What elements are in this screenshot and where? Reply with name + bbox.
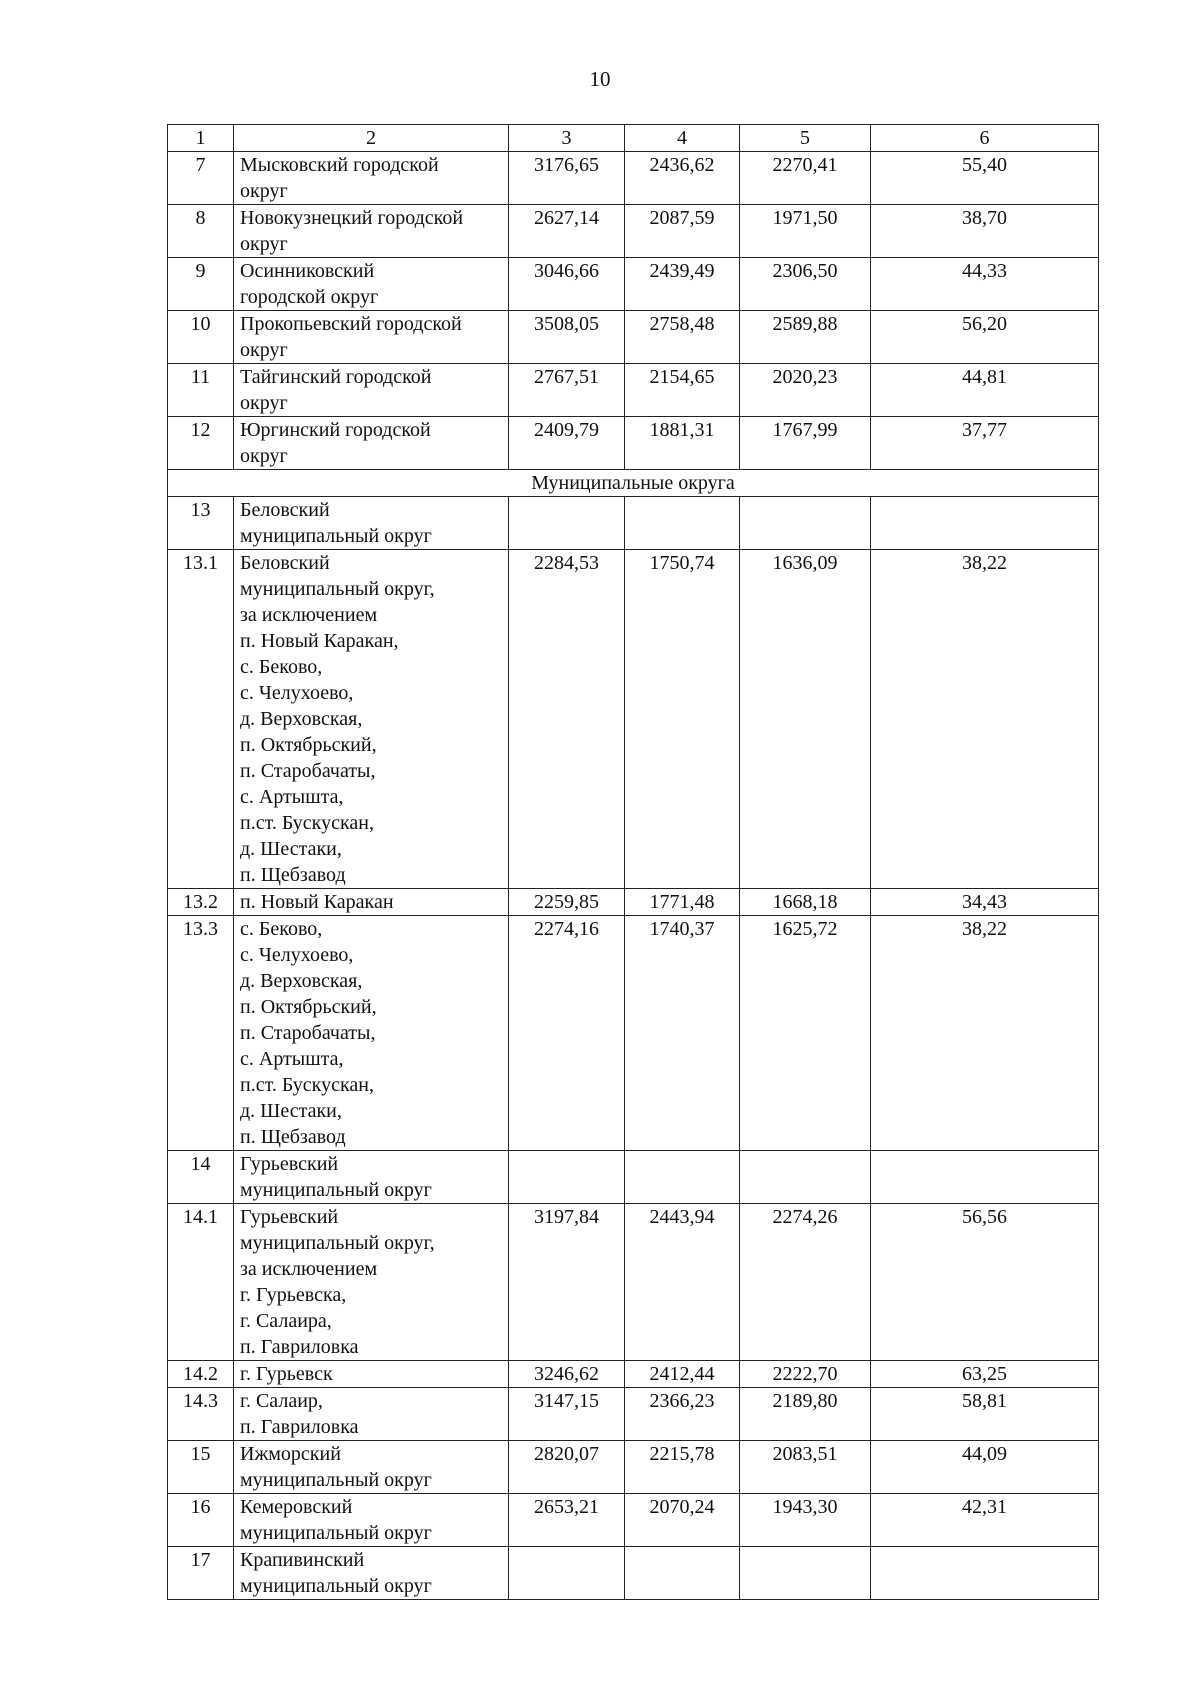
table-row <box>168 497 1099 550</box>
value-c5: 2589,88 <box>740 311 871 364</box>
value-c5: 1625,72 <box>740 916 871 1151</box>
territory-name-line: Тайгинский городской <box>240 366 432 388</box>
header-cell: 1 <box>168 125 234 152</box>
value-c3: 2820,07 <box>509 1441 625 1494</box>
value-c6 <box>871 1547 1099 1600</box>
value-c3: 2767,51 <box>509 364 625 417</box>
value-c4: 2436,62 <box>625 152 740 205</box>
value-c6: 44,81 <box>871 364 1099 417</box>
territory-name <box>234 497 509 550</box>
row-number: 16 <box>168 1494 234 1547</box>
table-row <box>168 152 1099 205</box>
row-number: 13.1 <box>168 550 234 889</box>
value-c3 <box>509 1151 625 1204</box>
value-c6 <box>871 1151 1099 1204</box>
territory-name-line: Крапивинский <box>240 1549 365 1571</box>
territory-name <box>234 1151 509 1204</box>
table-row <box>168 1151 1099 1204</box>
row-number: 9 <box>168 258 234 311</box>
value-c3: 2274,16 <box>509 916 625 1151</box>
table-row <box>168 258 1099 311</box>
value-c6: 44,09 <box>871 1441 1099 1494</box>
table-row <box>168 417 1099 470</box>
territory-name-line: г. Гурьевска, <box>240 1284 347 1306</box>
value-c4: 1750,74 <box>625 550 740 889</box>
row-number: 14.2 <box>168 1361 234 1388</box>
value-c3: 3147,15 <box>509 1388 625 1441</box>
territory-name-line: г. Гурьевск <box>240 1363 333 1385</box>
territory-name-line: с. Челухоево, <box>240 944 354 966</box>
row-number: 7 <box>168 152 234 205</box>
row-number: 17 <box>168 1547 234 1600</box>
value-c5: 2274,26 <box>740 1204 871 1361</box>
table-row <box>168 1441 1099 1494</box>
territory-name-line: с. Артышта, <box>240 1048 344 1070</box>
territory-name <box>234 258 509 311</box>
value-c3: 3197,84 <box>509 1204 625 1361</box>
table-row <box>168 1494 1099 1547</box>
value-c5: 2222,70 <box>740 1361 871 1388</box>
value-c6: 44,33 <box>871 258 1099 311</box>
value-c3: 2259,85 <box>509 889 625 916</box>
territory-name-line: д. Шестаки, <box>240 838 342 860</box>
value-c4: 2439,49 <box>625 258 740 311</box>
territory-name-line: муниципальный округ <box>240 525 432 547</box>
territory-name-line: п.ст. Бускускан, <box>240 1074 374 1096</box>
value-c5: 2020,23 <box>740 364 871 417</box>
page-number: 10 <box>589 67 611 91</box>
value-c5 <box>740 1547 871 1600</box>
table-row <box>168 1388 1099 1441</box>
territory-name-line: округ <box>240 392 288 414</box>
row-number: 11 <box>168 364 234 417</box>
territory-name <box>234 205 509 258</box>
row-number: 12 <box>168 417 234 470</box>
territory-name-line: п.ст. Бускускан, <box>240 812 374 834</box>
value-c4: 2070,24 <box>625 1494 740 1547</box>
value-c6: 34,43 <box>871 889 1099 916</box>
territory-name-line: с. Артышта, <box>240 786 344 808</box>
value-c6 <box>871 497 1099 550</box>
row-number: 14 <box>168 1151 234 1204</box>
tariff-table <box>167 124 1099 1600</box>
row-number: 8 <box>168 205 234 258</box>
territory-name <box>234 1388 509 1441</box>
territory-name <box>234 1494 509 1547</box>
value-c3: 3176,65 <box>509 152 625 205</box>
territory-name <box>234 550 509 889</box>
territory-name-line: Беловский <box>240 552 330 574</box>
territory-name-line: за исключением <box>240 1258 378 1280</box>
value-c6: 38,70 <box>871 205 1099 258</box>
row-number: 14.3 <box>168 1388 234 1441</box>
territory-name-line: Прокопьевский городской <box>240 313 462 335</box>
value-c4: 1740,37 <box>625 916 740 1151</box>
territory-name-line: д. Верховская, <box>240 970 363 992</box>
value-c3: 2284,53 <box>509 550 625 889</box>
table-row <box>168 364 1099 417</box>
territory-name-line: Ижморский <box>240 1443 341 1465</box>
territory-name <box>234 916 509 1151</box>
value-c6: 56,20 <box>871 311 1099 364</box>
row-number: 13.2 <box>168 889 234 916</box>
value-c4 <box>625 1547 740 1600</box>
value-c5 <box>740 497 871 550</box>
header-cell: 6 <box>871 125 1099 152</box>
territory-name-line: п. Гавриловка <box>240 1416 359 1438</box>
territory-name-line: Гурьевский <box>240 1153 339 1175</box>
value-c3: 2409,79 <box>509 417 625 470</box>
territory-name <box>234 1204 509 1361</box>
territory-name-line: п. Октябрьский, <box>240 734 377 756</box>
value-c6: 63,25 <box>871 1361 1099 1388</box>
value-c5: 2306,50 <box>740 258 871 311</box>
value-c5: 1668,18 <box>740 889 871 916</box>
territory-name-line: п. Старобачаты, <box>240 760 376 782</box>
value-c6: 42,31 <box>871 1494 1099 1547</box>
territory-name-line: п. Старобачаты, <box>240 1022 376 1044</box>
table-row <box>168 1547 1099 1600</box>
value-c4: 2443,94 <box>625 1204 740 1361</box>
territory-name <box>234 364 509 417</box>
territory-name-line: округ <box>240 180 288 202</box>
table-row <box>168 205 1099 258</box>
territory-name-line: Мысковский городской <box>240 154 439 176</box>
territory-name-line: п. Новый Каракан, <box>240 630 399 652</box>
section-row <box>168 470 1099 497</box>
value-c6: 56,56 <box>871 1204 1099 1361</box>
territory-name <box>234 1547 509 1600</box>
value-c5: 1943,30 <box>740 1494 871 1547</box>
value-c6: 55,40 <box>871 152 1099 205</box>
row-number: 14.1 <box>168 1204 234 1361</box>
row-number: 10 <box>168 311 234 364</box>
value-c5: 1636,09 <box>740 550 871 889</box>
value-c6: 37,77 <box>871 417 1099 470</box>
territory-name-line: г. Салаир, <box>240 1390 323 1412</box>
value-c5: 2189,80 <box>740 1388 871 1441</box>
territory-name <box>234 311 509 364</box>
section-title: Муниципальные округа <box>168 470 1099 497</box>
territory-name-line: Новокузнецкий городской <box>240 207 464 229</box>
value-c4: 2087,59 <box>625 205 740 258</box>
territory-name-line: за исключением <box>240 604 378 626</box>
row-number: 13 <box>168 497 234 550</box>
table-body <box>168 125 1099 1600</box>
header-cell: 5 <box>740 125 871 152</box>
territory-name-line: Беловский <box>240 499 330 521</box>
value-c3: 2653,21 <box>509 1494 625 1547</box>
value-c4: 2215,78 <box>625 1441 740 1494</box>
value-c4 <box>625 497 740 550</box>
value-c5: 2083,51 <box>740 1441 871 1494</box>
territory-name-line: г. Салаира, <box>240 1310 332 1332</box>
value-c3 <box>509 497 625 550</box>
territory-name-line: муниципальный округ <box>240 1522 432 1544</box>
value-c4: 2412,44 <box>625 1361 740 1388</box>
header-cell: 2 <box>234 125 509 152</box>
value-c4: 1881,31 <box>625 417 740 470</box>
territory-name-line: Осинниковский <box>240 260 375 282</box>
territory-name-line: с. Беково, <box>240 656 323 678</box>
territory-name-line: муниципальный округ <box>240 1179 432 1201</box>
territory-name <box>234 152 509 205</box>
territory-name-line: Гурьевский <box>240 1206 339 1228</box>
value-c6: 38,22 <box>871 550 1099 889</box>
table-header-row <box>168 125 1099 152</box>
header-cell: 4 <box>625 125 740 152</box>
territory-name-line: округ <box>240 339 288 361</box>
value-c5: 1767,99 <box>740 417 871 470</box>
territory-name-line: округ <box>240 445 288 467</box>
value-c4 <box>625 1151 740 1204</box>
territory-name-line: округ <box>240 233 288 255</box>
territory-name-line: муниципальный округ <box>240 1575 432 1597</box>
territory-name-line: п. Гавриловка <box>240 1336 359 1358</box>
value-c6: 58,81 <box>871 1388 1099 1441</box>
value-c5: 1971,50 <box>740 205 871 258</box>
territory-name-line: городской округ <box>240 286 379 308</box>
row-number: 13.3 <box>168 916 234 1151</box>
header-cell: 3 <box>509 125 625 152</box>
value-c4: 2758,48 <box>625 311 740 364</box>
territory-name <box>234 889 509 916</box>
territory-name <box>234 1441 509 1494</box>
territory-name-line: с. Челухоево, <box>240 682 354 704</box>
value-c3: 2627,14 <box>509 205 625 258</box>
table-row <box>168 916 1099 1151</box>
territory-name-line: п. Новый Каракан <box>240 891 394 913</box>
value-c6: 38,22 <box>871 916 1099 1151</box>
table-row <box>168 1361 1099 1388</box>
value-c5 <box>740 1151 871 1204</box>
territory-name-line: Кемеровский <box>240 1496 353 1518</box>
territory-name-line: п. Щебзавод <box>240 864 346 886</box>
table-row <box>168 1204 1099 1361</box>
table-row <box>168 550 1099 889</box>
value-c4: 1771,48 <box>625 889 740 916</box>
territory-name-line: п. Щебзавод <box>240 1126 346 1148</box>
territory-name-line: п. Октябрьский, <box>240 996 377 1018</box>
territory-name-line: муниципальный округ <box>240 1469 432 1491</box>
value-c4: 2154,65 <box>625 364 740 417</box>
territory-name <box>234 1361 509 1388</box>
territory-name-line: д. Верховская, <box>240 708 363 730</box>
territory-name-line: Юргинский городской <box>240 419 431 441</box>
value-c3: 3246,62 <box>509 1361 625 1388</box>
table-row <box>168 311 1099 364</box>
territory-name-line: муниципальный округ, <box>240 1232 435 1254</box>
territory-name-line: с. Беково, <box>240 918 323 940</box>
value-c5: 2270,41 <box>740 152 871 205</box>
territory-name-line: муниципальный округ, <box>240 578 435 600</box>
value-c3: 3508,05 <box>509 311 625 364</box>
row-number: 15 <box>168 1441 234 1494</box>
territory-name-line: д. Шестаки, <box>240 1100 342 1122</box>
value-c3 <box>509 1547 625 1600</box>
territory-name <box>234 417 509 470</box>
value-c4: 2366,23 <box>625 1388 740 1441</box>
table-row <box>168 889 1099 916</box>
value-c3: 3046,66 <box>509 258 625 311</box>
